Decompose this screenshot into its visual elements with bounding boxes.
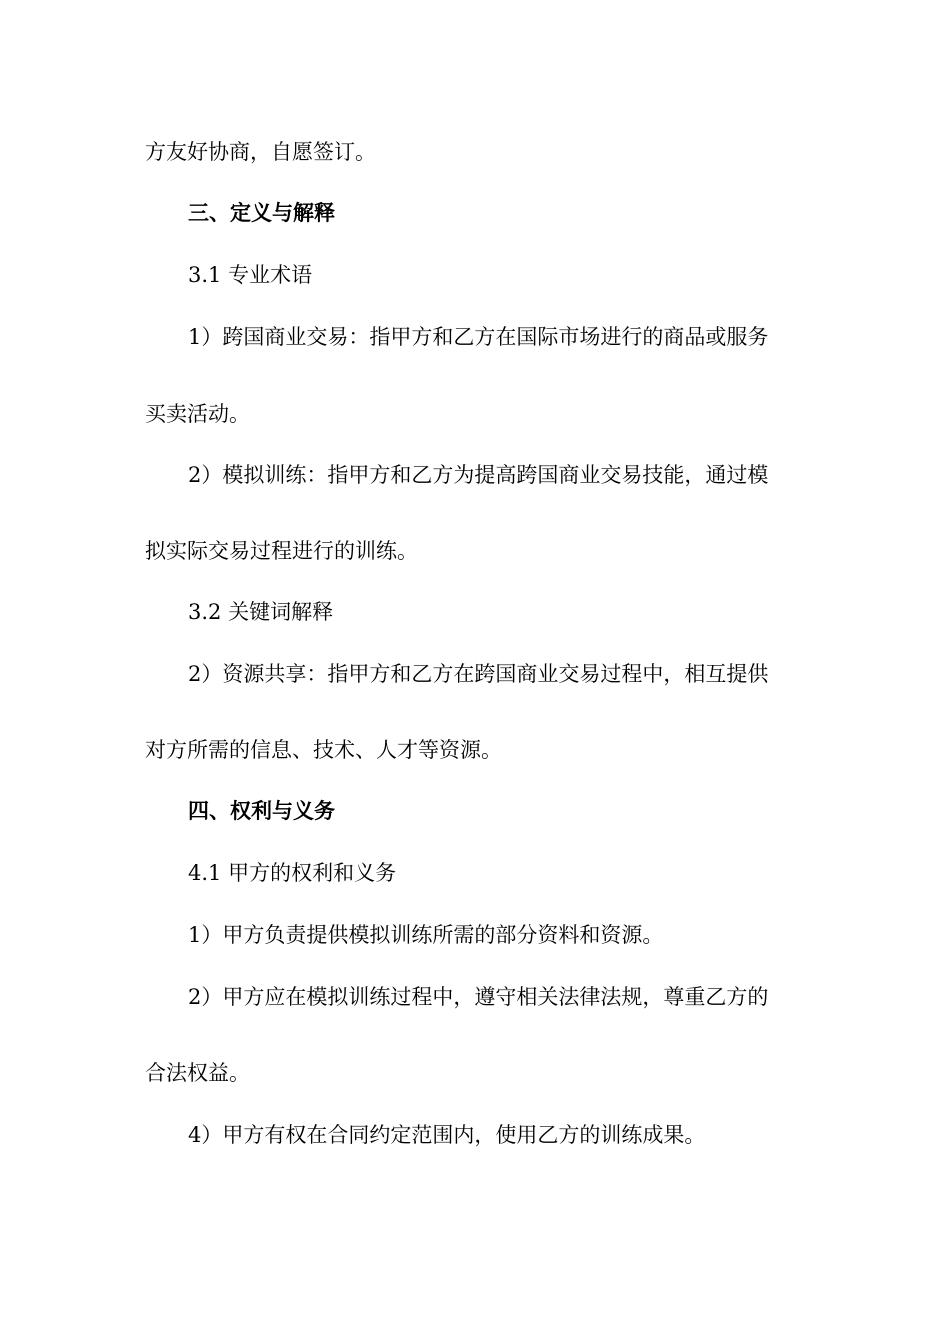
subsection-heading-3-2: 3.2 关键词解释 — [188, 600, 334, 624]
keyword-item-2-line-1: 2）资源共享：指甲方和乙方在跨国商业交易过程中，相互提供 — [188, 662, 769, 686]
section-heading-4: 四、权利与义务 — [188, 798, 335, 823]
obligation-item-2-line-1: 2）甲方应在模拟训练过程中，遵守相关法律法规，尊重乙方的 — [188, 985, 769, 1009]
obligation-item-4: 4）甲方有权在合同约定范围内，使用乙方的训练成果。 — [188, 1123, 706, 1147]
section-heading-3: 三、定义与解释 — [188, 200, 335, 225]
keyword-item-2-line-2: 对方所需的信息、技术、人才等资源。 — [145, 738, 502, 762]
definition-item-1-line-2: 买卖活动。 — [145, 402, 250, 426]
definition-item-2-line-1: 2）模拟训练：指甲方和乙方为提高跨国商业交易技能，通过模 — [188, 463, 769, 487]
paragraph-continuation: 方友好协商，自愿签订。 — [145, 140, 376, 164]
subsection-heading-3-1: 3.1 专业术语 — [188, 263, 313, 287]
definition-item-2-line-2: 拟实际交易过程进行的训练。 — [145, 539, 418, 563]
obligation-item-2-line-2: 合法权益。 — [145, 1061, 250, 1085]
definition-item-1-line-1: 1）跨国商业交易：指甲方和乙方在国际市场进行的商品或服务 — [188, 325, 769, 349]
obligation-item-1: 1）甲方负责提供模拟训练所需的部分资料和资源。 — [188, 923, 664, 947]
subsection-heading-4-1: 4.1 甲方的权利和义务 — [188, 861, 397, 885]
